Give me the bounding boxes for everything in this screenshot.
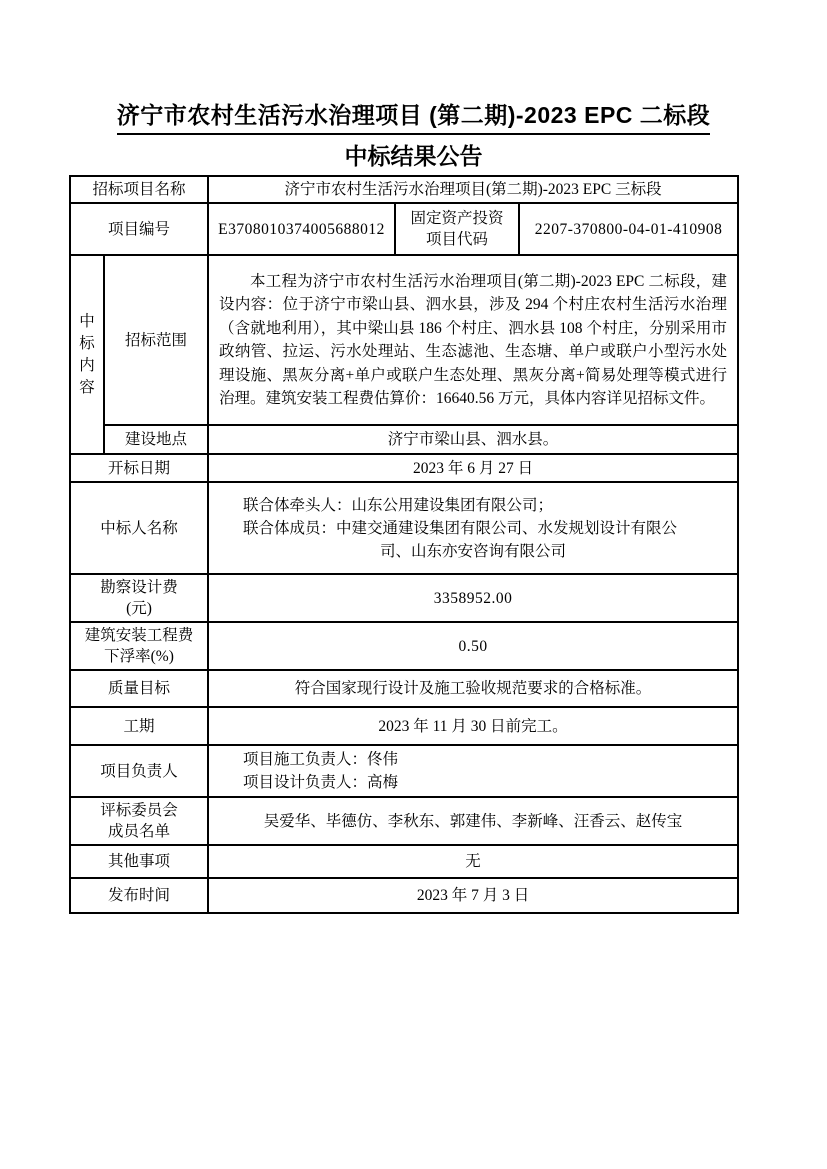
row-discount-rate <box>70 622 738 670</box>
row-bid-opening-date <box>70 454 738 482</box>
winner-name-value <box>208 482 738 574</box>
fixed-asset-code-label <box>395 203 519 255</box>
bid-project-name-label: 招标项目名称 <box>70 176 208 203</box>
announcement-table <box>69 175 739 914</box>
winner-name-label: 中标人名称 <box>70 482 208 574</box>
award-content-char-4: 容 <box>79 378 95 396</box>
survey-design-fee-label-line2: (元) <box>126 600 152 617</box>
row-bid-project-name <box>70 176 738 203</box>
winner-name-line2: 联合体成员：中建交通建设集团有限公司、水发规划设计有限公 <box>243 519 678 537</box>
quality-goal-value: 符合国家现行设计及施工验收规范要求的合格标准。 <box>208 670 738 707</box>
project-leaders-label: 项目负责人 <box>70 745 208 797</box>
fixed-asset-code-label-line2: 项目代码 <box>426 231 489 248</box>
page-title <box>0 100 827 135</box>
row-winner-name <box>70 482 738 574</box>
winner-name-line3: 司、山东亦安咨询有限公司 <box>380 542 567 560</box>
bid-scope-value <box>208 255 738 425</box>
page-subtitle: 中标结果公告 <box>344 143 483 169</box>
publish-date-label: 发布时间 <box>70 878 208 913</box>
project-leaders-line1: 项目施工负责人：佟伟 <box>243 751 399 768</box>
evaluation-committee-label-line1: 评标委员会 <box>100 802 178 819</box>
project-number-label: 项目编号 <box>70 203 208 255</box>
award-content-char-1: 中 <box>79 312 95 330</box>
survey-design-fee-label-line1: 勘察设计费 <box>100 579 178 596</box>
row-bid-scope <box>70 255 738 425</box>
row-evaluation-committee <box>70 797 738 845</box>
bid-opening-date-value: 2023 年 6 月 27 日 <box>208 454 738 482</box>
evaluation-committee-value: 吴爱华、毕德仿、李秋东、郭建伟、李新峰、汪香云、赵传宝 <box>208 797 738 845</box>
discount-rate-label <box>70 622 208 670</box>
page-title-text: 济宁市农村生活污水治理项目 (第二期)-2023 EPC 二标段 <box>117 100 711 135</box>
other-matters-label: 其他事项 <box>70 845 208 878</box>
discount-rate-value: 0.50 <box>208 622 738 670</box>
award-content-char-2: 标 <box>79 334 95 352</box>
survey-design-fee-value: 3358952.00 <box>208 574 738 622</box>
construction-site-value: 济宁市梁山县、泗水县。 <box>208 425 738 454</box>
row-project-leaders <box>70 745 738 797</box>
discount-rate-label-line2: 下浮率(%) <box>104 648 174 665</box>
row-other-matters <box>70 845 738 878</box>
project-number-value: E3708010374005688012 <box>208 203 395 255</box>
duration-value: 2023 年 11 月 30 日前完工。 <box>208 707 738 745</box>
row-duration <box>70 707 738 745</box>
bid-project-name-value: 济宁市农村生活污水治理项目(第二期)-2023 EPC 三标段 <box>208 176 738 203</box>
fixed-asset-code-value: 2207-370800-04-01-410908 <box>519 203 738 255</box>
row-project-number <box>70 203 738 255</box>
fixed-asset-code-label-line1: 固定资产投资 <box>410 210 504 227</box>
bid-scope-label: 招标范围 <box>104 255 208 425</box>
row-publish-date <box>70 878 738 913</box>
evaluation-committee-label <box>70 797 208 845</box>
quality-goal-label: 质量目标 <box>70 670 208 707</box>
award-content-label <box>70 255 104 454</box>
row-construction-site <box>70 425 738 454</box>
publish-date-value: 2023 年 7 月 3 日 <box>208 878 738 913</box>
survey-design-fee-label <box>70 574 208 622</box>
project-leaders-line2: 项目设计负责人：高梅 <box>243 774 399 791</box>
discount-rate-label-line1: 建筑安装工程费 <box>84 627 194 644</box>
evaluation-committee-label-line2: 成员名单 <box>108 823 171 840</box>
bid-scope-paragraph: 本工程为济宁市农村生活污水治理项目(第二期)-2023 EPC 二标段，建设内容：位于济宁市梁山县、泗水县，涉及 294 个村庄农村生活污水治理（含就地利用），其中梁山县 186 个村庄、泗水县 108 个村庄，分别采用市政纳管、拉运、污水处理站、生态滤池、生态塘、单户或联户小型污水处理设施、黑灰分离+单户或联户生态处理、黑灰分离+简易处理等模式进行治理。建筑安装工程费估算价：16640.56 万元，具体内容详见招标文件。 <box>219 272 728 407</box>
award-content-char-3: 内 <box>79 356 95 374</box>
winner-name-line1: 联合体牵头人：山东公用建设集团有限公司； <box>243 496 554 514</box>
construction-site-label: 建设地点 <box>104 425 208 454</box>
row-survey-design-fee <box>70 574 738 622</box>
bid-opening-date-label: 开标日期 <box>70 454 208 482</box>
duration-label: 工期 <box>70 707 208 745</box>
other-matters-value: 无 <box>208 845 738 878</box>
row-quality-goal <box>70 670 738 707</box>
project-leaders-value <box>208 745 738 797</box>
